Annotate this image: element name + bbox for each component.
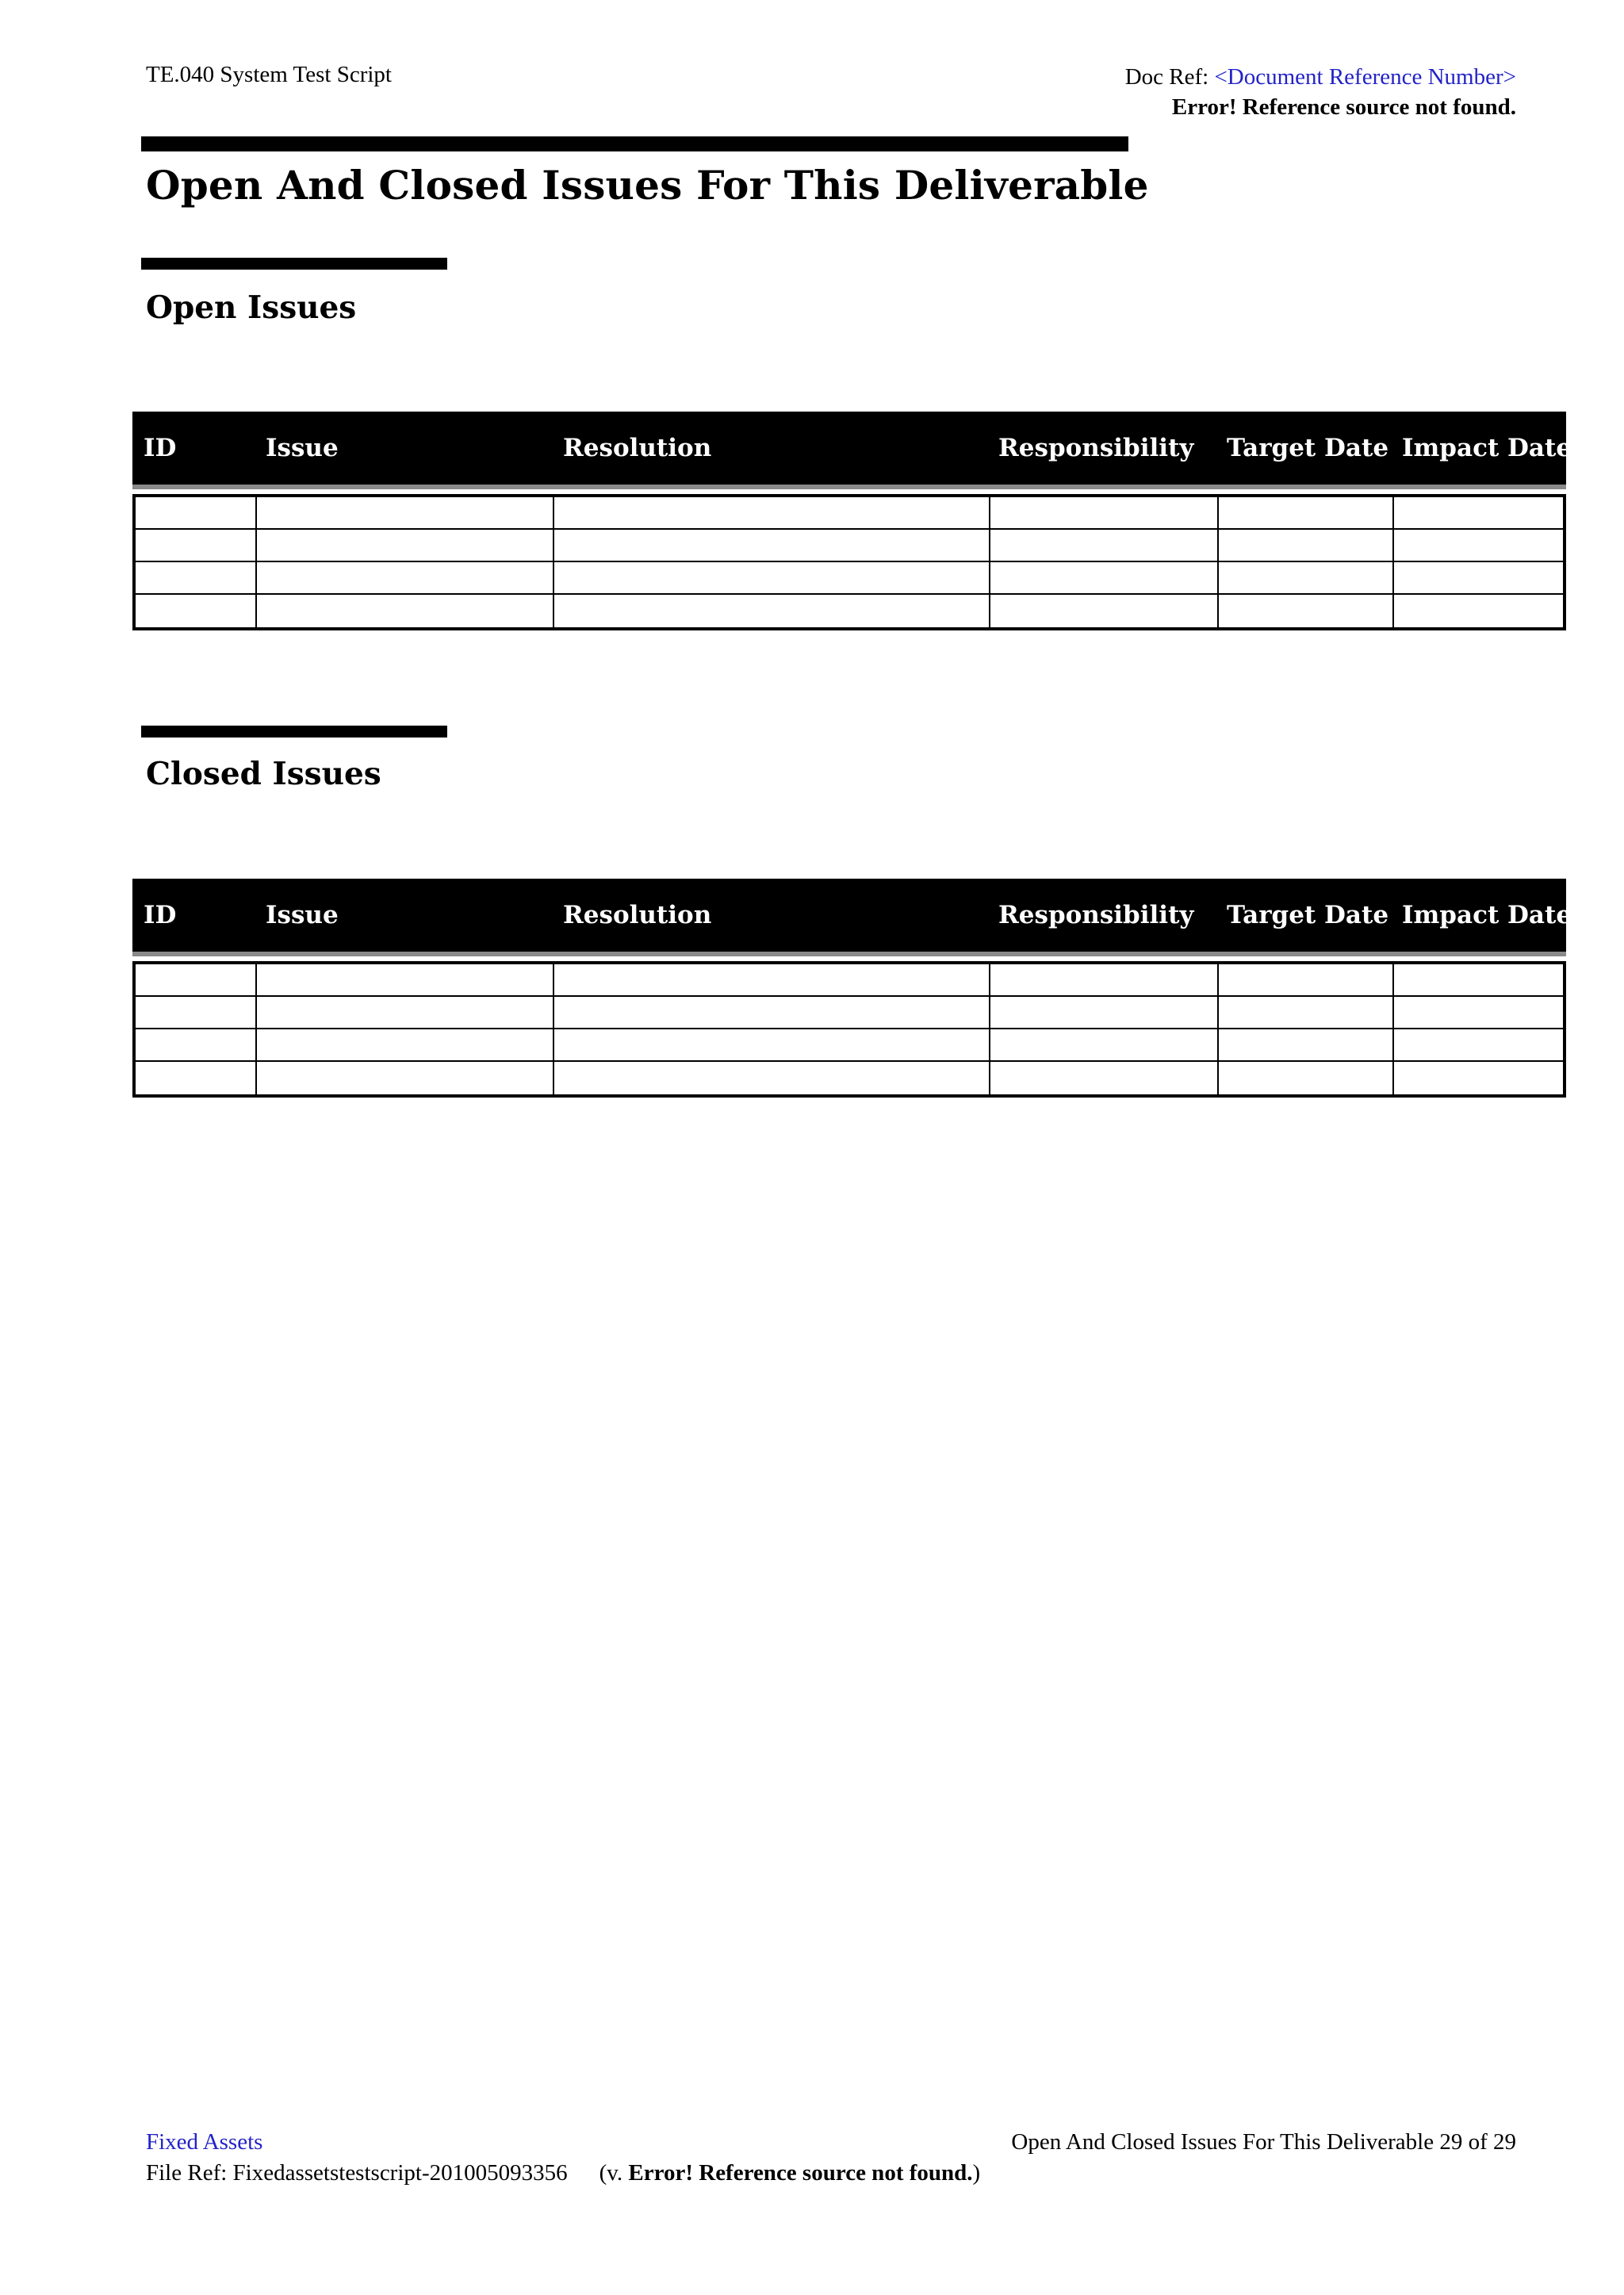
- table-cell[interactable]: [1219, 964, 1394, 995]
- table-cell[interactable]: [1394, 1062, 1563, 1094]
- table-header-row: [132, 879, 1572, 956]
- column-header-resolution: Resolution: [563, 434, 712, 462]
- file-ref-text: File Ref: Fixedassetstestscript-201005093356: [146, 2160, 568, 2186]
- table-cell[interactable]: [990, 964, 1219, 995]
- column-header-target-date: Target Date: [1227, 901, 1389, 929]
- table-cell[interactable]: [257, 530, 554, 561]
- doc-ref-label: Doc Ref:: [1124, 64, 1215, 90]
- footer-page-info: Open And Closed Issues For This Deliverable 29 of 29: [1011, 2129, 1516, 2155]
- table-cell[interactable]: [1394, 1029, 1563, 1060]
- table-cell[interactable]: [554, 997, 990, 1028]
- column-header-id: ID: [144, 434, 177, 462]
- table-cell[interactable]: [554, 1062, 990, 1094]
- closed-issues-heading: Closed Issues: [146, 756, 381, 792]
- table-cell[interactable]: [257, 1062, 554, 1094]
- table-cell[interactable]: [1219, 1029, 1394, 1060]
- table-cell[interactable]: [257, 497, 554, 528]
- table-cell[interactable]: [554, 595, 990, 627]
- table-cell[interactable]: [554, 530, 990, 561]
- table-cell[interactable]: [990, 997, 1219, 1028]
- table-row: [136, 1029, 1563, 1062]
- table-body: [132, 494, 1566, 630]
- column-header-target-date: Target Date: [1227, 434, 1389, 462]
- closed-issues-rule: [141, 726, 447, 738]
- column-header-impact-date: Impact Date: [1402, 901, 1572, 929]
- doc-ref-link[interactable]: <Document Reference Number>: [1214, 64, 1516, 90]
- table-row: [136, 497, 1563, 530]
- table-cell[interactable]: [990, 595, 1219, 627]
- table-row: [136, 562, 1563, 595]
- column-header-issue: Issue: [266, 901, 339, 929]
- column-header-id: ID: [144, 901, 177, 929]
- column-header-responsibility: Responsibility: [998, 434, 1194, 462]
- table-row: [136, 964, 1563, 997]
- table-cell[interactable]: [1219, 562, 1394, 593]
- table-cell[interactable]: [136, 497, 257, 528]
- table-cell[interactable]: [1219, 997, 1394, 1028]
- table-cell[interactable]: [136, 562, 257, 593]
- table-cell[interactable]: [136, 1029, 257, 1060]
- table-cell[interactable]: [257, 562, 554, 593]
- header-error-line: Error! Reference source not found.: [1171, 94, 1516, 120]
- version-prefix: (v.: [599, 2160, 629, 2186]
- table-body: [132, 961, 1566, 1098]
- table-cell[interactable]: [257, 1029, 554, 1060]
- table-row: [136, 997, 1563, 1029]
- title-rule: [141, 136, 1128, 151]
- version-suffix: ): [972, 2160, 981, 2186]
- table-cell[interactable]: [990, 562, 1219, 593]
- table-cell[interactable]: [136, 1062, 257, 1094]
- table-cell[interactable]: [990, 1029, 1219, 1060]
- table-cell[interactable]: [990, 497, 1219, 528]
- closed-issues-table: [132, 879, 1572, 1098]
- footer-project-link[interactable]: Fixed Assets: [146, 2129, 263, 2155]
- table-cell[interactable]: [1394, 497, 1563, 528]
- table-cell[interactable]: [257, 964, 554, 995]
- version-error: Error! Reference source not found.: [628, 2160, 973, 2186]
- table-cell[interactable]: [1219, 595, 1394, 627]
- table-cell[interactable]: [990, 530, 1219, 561]
- footer-file-ref: [146, 2160, 980, 2186]
- table-cell[interactable]: [1219, 497, 1394, 528]
- table-cell[interactable]: [136, 530, 257, 561]
- table-cell[interactable]: [1394, 562, 1563, 593]
- table-cell[interactable]: [1394, 530, 1563, 561]
- open-issues-rule: [141, 258, 447, 270]
- table-cell[interactable]: [136, 964, 257, 995]
- table-header-row: [132, 412, 1572, 489]
- table-cell[interactable]: [1219, 530, 1394, 561]
- header-doc-ref: [1125, 62, 1516, 122]
- table-row: [136, 530, 1563, 562]
- column-header-issue: Issue: [266, 434, 339, 462]
- table-cell[interactable]: [554, 1029, 990, 1060]
- table-row: [136, 595, 1563, 627]
- table-cell[interactable]: [1394, 997, 1563, 1028]
- table-cell[interactable]: [554, 964, 990, 995]
- table-cell[interactable]: [136, 595, 257, 627]
- table-cell[interactable]: [554, 562, 990, 593]
- header-document-type: TE.040 System Test Script: [146, 62, 392, 87]
- open-issues-table: [132, 412, 1572, 630]
- column-header-resolution: Resolution: [563, 901, 712, 929]
- table-cell[interactable]: [1394, 595, 1563, 627]
- table-cell[interactable]: [1219, 1062, 1394, 1094]
- table-cell[interactable]: [1394, 964, 1563, 995]
- column-header-impact-date: Impact Date: [1402, 434, 1572, 462]
- table-cell[interactable]: [257, 595, 554, 627]
- open-issues-heading: Open Issues: [146, 289, 357, 326]
- table-cell[interactable]: [554, 497, 990, 528]
- column-header-responsibility: Responsibility: [998, 901, 1194, 929]
- table-cell[interactable]: [257, 997, 554, 1028]
- table-cell[interactable]: [136, 997, 257, 1028]
- table-cell[interactable]: [990, 1062, 1219, 1094]
- table-row: [136, 1062, 1563, 1094]
- page-title: Open And Closed Issues For This Deliverable: [146, 162, 1149, 209]
